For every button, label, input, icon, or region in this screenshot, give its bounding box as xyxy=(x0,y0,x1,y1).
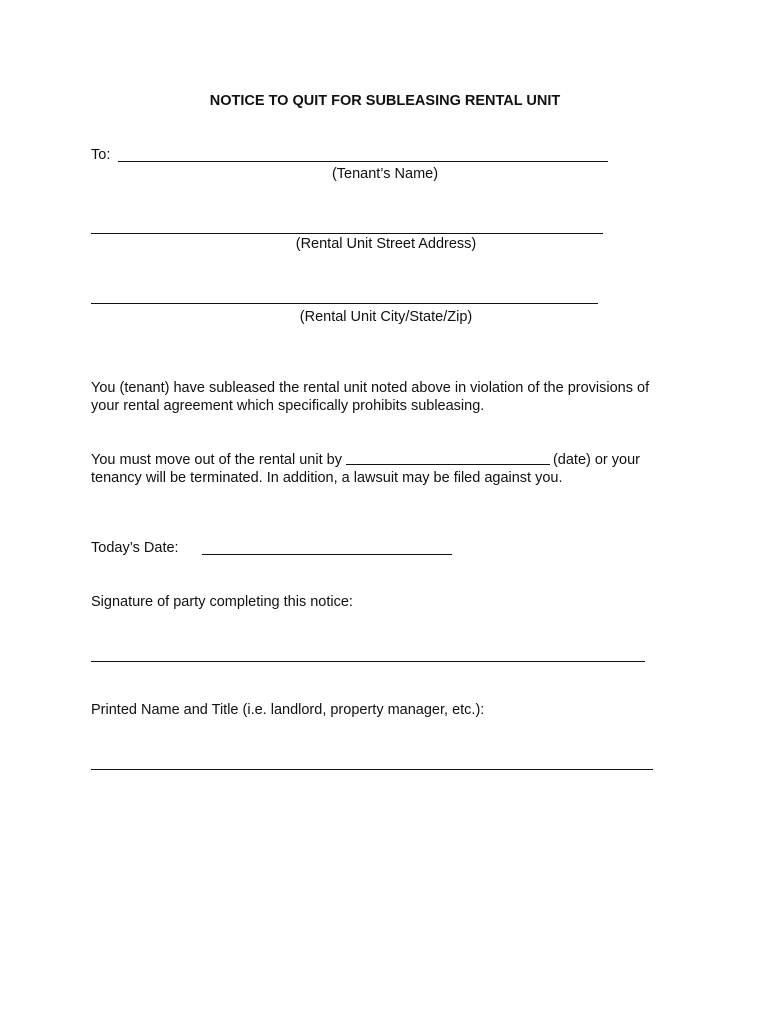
violation-line-2: your rental agreement which specifically prohibits subleasing. xyxy=(91,398,485,414)
street-address-caption: (Rental Unit Street Address) xyxy=(295,236,477,252)
street-address-field[interactable] xyxy=(91,233,603,234)
violation-line-1: You (tenant) have subleased the rental unit noted above in violation of the provisions of xyxy=(91,380,650,396)
to-label: To: xyxy=(91,147,111,163)
city-state-zip-caption: (Rental Unit City/State/Zip) xyxy=(299,309,473,325)
signature-label: Signature of party completing this notice: xyxy=(91,594,353,610)
printed-name-label: Printed Name and Title (i.e. landlord, property manager, etc.): xyxy=(91,702,485,718)
move-out-date-field[interactable] xyxy=(346,464,550,465)
move-out-line-2: tenancy will be terminated. In addition, a lawsuit may be filed against you. xyxy=(91,470,563,486)
move-out-prefix: You must move out of the rental unit by xyxy=(91,452,342,468)
city-state-zip-field[interactable] xyxy=(91,303,598,304)
todays-date-field[interactable] xyxy=(202,554,452,555)
move-out-suffix: (date) or your xyxy=(552,452,640,468)
tenant-name-caption: (Tenant’s Name) xyxy=(331,166,439,182)
printed-name-field[interactable] xyxy=(91,769,653,770)
violation-paragraph xyxy=(91,379,691,415)
document-title: NOTICE TO QUIT FOR SUBLEASING RENTAL UNIT xyxy=(209,93,561,109)
signature-field[interactable] xyxy=(91,661,645,662)
tenant-name-field[interactable] xyxy=(118,161,608,162)
move-out-paragraph xyxy=(91,451,691,487)
move-out-line-1 xyxy=(91,451,691,469)
todays-date-label: Today’s Date: xyxy=(91,540,179,556)
